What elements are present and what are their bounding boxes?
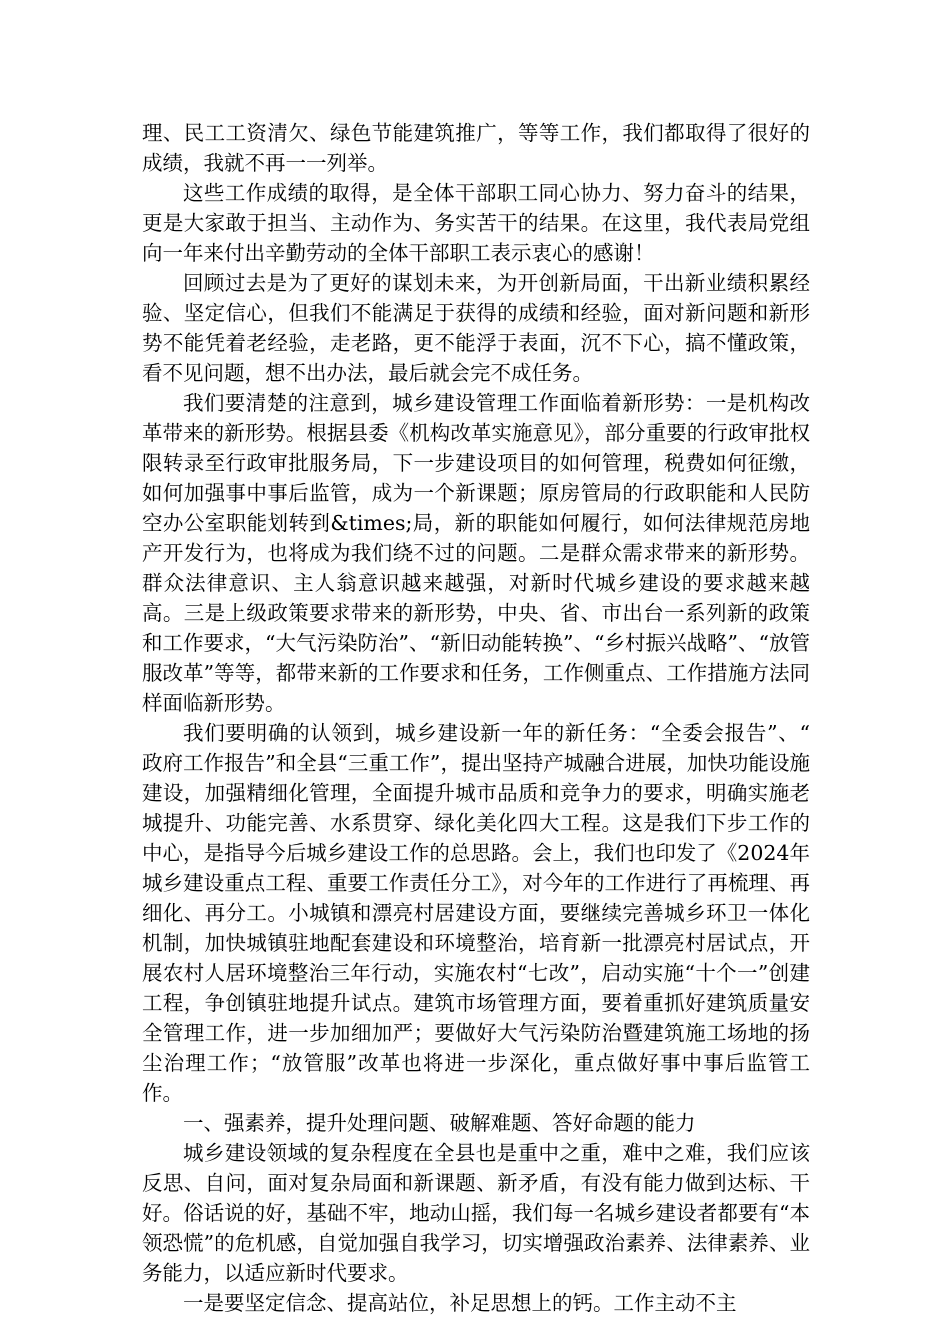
document-body [142, 118, 810, 1318]
paragraph-achievements-thanks: 这些工作成绩的取得，是全体干部职工同心协力、努力奋斗的结果，更是大家敢于担当、主动作为、务实苦干的结果。在这里，我代表局党组向一年来付出辛勤劳动的全体干部职工表示衷心的感谢！ [142, 181, 810, 265]
paragraph-new-tasks: 我们要明确的认领到，城乡建设新一年的新任务：“全委会报告”、“ 政府工作报告”和全县“三重工作”，提出坚持产城融合进展，加快功能设施建设，加强精细化管理，全面提升城市品质和竞争力的要求，明确实施老城提升、功能完善、水系贯穿、绿化美化四大工程。这是我们下步工作的中心，是指导今后城乡建设工作的总思路。会上，我们也印发了《2024年城乡建设重点工程、重要工作责任分工》，对今年的工作进行了再梳理、再细化、再分工。小城镇和漂亮村居建设方面，要继续完善城乡环卫一体化机制，加快城镇驻地配套建设和环境整治，培育新一批漂亮村居试点，开展农村人居环境整治三年行动，实施农村“七改”，启动实施“十个一”创建工程，争创镇驻地提升试点。建筑市场管理方面，要着重抓好建筑质量安全管理工作，进一步加细加严；要做好大气污染防治暨建筑施工场地的扬尘治理工作；“放管服”改革也将进一步深化，重点做好事中事后监管工作。 [142, 721, 810, 1105]
paragraph-section-one-intro: 城乡建设领域的复杂程度在全县也是重中之重，难中之难，我们应该反思、自问，面对复杂局面和新课题、新矛盾，有没有能力做到达标、干好。俗话说的好，基础不牢，地动山摇，我们每一名城乡建设者都要有“本领恐慌”的危机感，自觉加强自我学习，切实增强政治素养、法律素养、业务能力，以适应新时代要求。 [142, 1141, 810, 1285]
paragraph-new-situation: 我们要清楚的注意到，城乡建设管理工作面临着新形势：一是机构改革带来的新形势。根据县委《机构改革实施意见》，部分重要的行政审批权限转录至行政审批服务局，下一步建设项目的如何管理，税费如何征缴，如何加强事中事后监管，成为一个新课题；原房管局的行政职能和人民防空办公室职能划转到&times;局，新的职能如何履行，如何法律规范房地产开发行为，也将成为我们绕不过的问题。二是群众需求带来的新形势。群众法律意识、主人翁意识越来越强，对新时代城乡建设的要求越来越高。三是上级政策要求带来的新形势，中央、省、市出台一系列新的政策和工作要求，“大气污染防治”、“新旧动能转换”、“乡村振兴战略”、“放管服改革”等等，都带来新的工作要求和任务，工作侧重点、工作措施方法同样面临新形势。 [142, 391, 810, 715]
paragraph-review-past: 回顾过去是为了更好的谋划未来，为开创新局面，干出新业绩积累经验、坚定信心，但我们不能满足于获得的成绩和经验，面对新问题和新形势不能凭着老经验，走老路，更不能浮于表面，沉不下心，搞不懂政策，看不见问题，想不出办法，最后就会完不成任务。 [142, 271, 810, 385]
paragraph-point-one: 一是要坚定信念、提高站位，补足思想上的钙。工作主动不主 [183, 1291, 737, 1315]
paragraph-continuation: 理、民工工资清欠、绿色节能建筑推广，等等工作，我们都取得了很好的成绩，我就不再一一列举。 [142, 121, 810, 175]
section-heading-one: 一、强素养，提升处理问题、破解难题、答好命题的能力 [183, 1111, 696, 1135]
